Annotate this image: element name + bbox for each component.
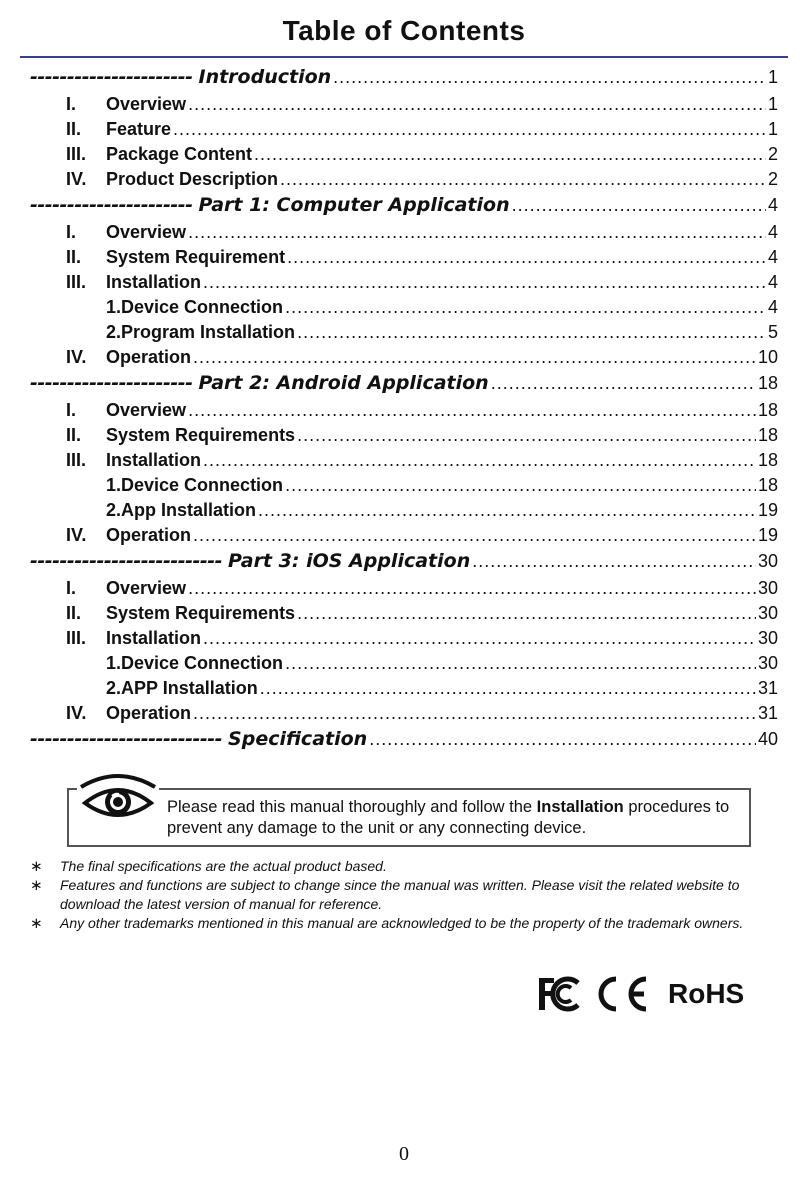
entry-label: Device Connection <box>121 653 284 673</box>
entry-label: Operation <box>106 347 192 367</box>
notice-border <box>157 788 751 790</box>
entry-number: III. <box>66 144 87 164</box>
subentry-number: 1. <box>106 297 122 317</box>
entry-number: III. <box>66 450 87 470</box>
leader-dots <box>260 678 756 699</box>
leader-dots <box>203 272 766 293</box>
page-ref: 1 <box>767 119 778 139</box>
subentry-number: 1. <box>106 653 122 673</box>
entry-number: IV. <box>66 347 87 367</box>
section-title: Part 2: Android Application <box>198 372 489 394</box>
ce-logo-icon <box>592 975 650 1013</box>
notice-border <box>67 788 77 790</box>
entry-label: Feature <box>106 119 172 139</box>
toc-entry[interactable] <box>30 247 778 272</box>
toc-entry[interactable] <box>30 578 778 603</box>
entry-number: III. <box>66 628 87 648</box>
subentry-number: 1. <box>106 475 122 495</box>
leader-dots <box>285 475 756 496</box>
leader-dots <box>203 450 756 471</box>
entry-number: II. <box>66 425 82 445</box>
page-ref: 2 <box>767 144 778 164</box>
toc-subentry[interactable] <box>30 475 778 500</box>
entry-label: System Requirements <box>106 425 296 445</box>
toc-entry[interactable] <box>30 628 778 653</box>
footnote <box>30 876 760 914</box>
rohs-label: RoHS <box>668 978 745 1009</box>
entry-number: IV. <box>66 703 87 723</box>
page-ref: 31 <box>757 678 778 698</box>
entry-label: Operation <box>106 703 192 723</box>
leader-dots <box>297 425 756 446</box>
notice-emphasis: Installation <box>536 798 624 816</box>
toc-subentry[interactable] <box>30 297 778 322</box>
page-ref: 18 <box>757 475 778 495</box>
entry-label: Installation <box>106 628 202 648</box>
section-dashes: -------------------------- <box>30 550 223 572</box>
page-ref: 30 <box>757 551 778 571</box>
leader-dots <box>287 247 766 268</box>
table-of-contents <box>30 66 778 756</box>
entry-label: Device Connection <box>121 297 284 317</box>
leader-dots <box>297 322 766 343</box>
eye-icon <box>77 771 159 821</box>
entry-label: System Requirements <box>106 603 296 623</box>
page-ref: 18 <box>757 450 778 470</box>
leader-dots <box>254 144 766 165</box>
leader-dots <box>369 729 756 750</box>
page-ref: 31 <box>757 703 778 723</box>
page-ref: 18 <box>757 373 778 393</box>
footnote-text: Any other trademarks mentioned in this manual are acknowledged to be the property of the trademark owners. <box>60 915 744 931</box>
toc-entry[interactable] <box>30 603 778 628</box>
subentry-number: 2. <box>106 678 122 698</box>
asterisk-icon: ∗ <box>30 877 43 894</box>
leader-dots <box>285 297 766 318</box>
entry-number: I. <box>66 578 77 598</box>
toc-entry[interactable] <box>30 222 778 247</box>
entry-label: Operation <box>106 525 192 545</box>
toc-entry[interactable] <box>30 450 778 475</box>
toc-entry[interactable] <box>30 119 778 144</box>
leader-dots <box>188 94 766 115</box>
entry-label: Overview <box>106 222 187 242</box>
page-ref: 2 <box>767 169 778 189</box>
page-ref: 18 <box>757 425 778 445</box>
entry-number: III. <box>66 272 87 292</box>
page-ref: 19 <box>757 525 778 545</box>
page-ref: 30 <box>757 603 778 623</box>
fc-logo-icon <box>536 975 582 1013</box>
entry-label: Program Installation <box>121 322 296 342</box>
page-ref: 4 <box>767 247 778 267</box>
page-ref: 1 <box>767 67 778 87</box>
leader-dots <box>258 500 756 521</box>
subentry-number: 2. <box>106 322 122 342</box>
toc-entry[interactable] <box>30 425 778 450</box>
subentry-number: 2. <box>106 500 122 520</box>
notice-text: procedures to prevent any damage to the unit or any connecting device. <box>167 798 730 837</box>
entry-number: II. <box>66 247 82 267</box>
entry-label: Overview <box>106 578 187 598</box>
entry-label: Installation <box>106 272 202 292</box>
entry-number: II. <box>66 603 82 623</box>
section-dashes: -------------------------- <box>30 728 223 750</box>
asterisk-icon: ∗ <box>30 858 43 875</box>
page-ref: 19 <box>757 500 778 520</box>
entry-label: System Requirement <box>106 247 286 267</box>
footnote <box>30 914 760 933</box>
page-ref: 30 <box>757 653 778 673</box>
toc-subentry[interactable] <box>30 653 778 678</box>
leader-dots <box>188 400 756 421</box>
page-number: 0 <box>399 1143 409 1165</box>
section-dashes: ---------------------- <box>30 194 193 216</box>
leader-dots <box>193 703 756 724</box>
page-ref: 1 <box>767 94 778 114</box>
toc-entry[interactable] <box>30 400 778 425</box>
footnote-text: The final specifications are the actual product based. <box>60 858 387 874</box>
leader-dots <box>285 653 756 674</box>
section-title: Specification <box>228 728 368 750</box>
toc-entry[interactable] <box>30 347 778 372</box>
page-ref: 4 <box>767 297 778 317</box>
entry-number: IV. <box>66 169 87 189</box>
toc-entry[interactable] <box>30 144 778 169</box>
certification-marks <box>536 974 744 1014</box>
section-dashes: ---------------------- <box>30 66 193 88</box>
leader-dots <box>297 603 756 624</box>
entry-label: Installation <box>106 450 202 470</box>
leader-dots <box>280 169 766 190</box>
section-title: Part 3: iOS Application <box>228 550 471 572</box>
toc-entry[interactable] <box>30 272 778 297</box>
entry-number: I. <box>66 400 77 420</box>
leader-dots <box>491 373 756 394</box>
asterisk-icon: ∗ <box>30 915 43 932</box>
entry-label: Device Connection <box>121 475 284 495</box>
entry-label: Product Description <box>106 169 279 189</box>
entry-number: I. <box>66 94 77 114</box>
entry-number: IV. <box>66 525 87 545</box>
page-ref: 30 <box>757 628 778 648</box>
toc-section-part-2[interactable] <box>30 372 778 400</box>
leader-dots <box>333 67 766 88</box>
toc-section-part-1[interactable] <box>30 194 778 222</box>
notice-text: Please read this manual thoroughly and follow the <box>167 798 537 816</box>
entry-label: App Installation <box>121 500 257 520</box>
title-divider <box>20 56 788 58</box>
leader-dots <box>193 525 756 546</box>
toc-section-introduction[interactable] <box>30 66 778 94</box>
page-title: Table of Contents <box>282 15 526 46</box>
page-ref: 10 <box>757 347 778 367</box>
toc-entry[interactable] <box>30 703 778 728</box>
section-title: Part 1: Computer Application <box>198 194 510 216</box>
page-ref: 30 <box>757 578 778 598</box>
toc-subentry[interactable] <box>30 500 778 525</box>
leader-dots <box>193 347 756 368</box>
entry-label: Package Content <box>106 144 253 164</box>
footnote-text: Features and functions are subject to change since the manual was written. Please visit the related website to download the latest version of manual for reference. <box>60 877 740 912</box>
leader-dots <box>472 551 756 572</box>
leader-dots <box>512 195 766 216</box>
entry-label: Overview <box>106 94 187 114</box>
toc-entry[interactable] <box>30 94 778 119</box>
toc-section-specification[interactable] <box>30 728 778 756</box>
toc-entry[interactable] <box>30 169 778 194</box>
section-dashes: ---------------------- <box>30 372 193 394</box>
page-ref: 4 <box>767 222 778 242</box>
toc-subentry[interactable] <box>30 322 778 347</box>
page-ref: 5 <box>767 322 778 342</box>
entry-label: APP Installation <box>121 678 258 698</box>
entry-number: I. <box>66 222 77 242</box>
entry-label: Overview <box>106 400 187 420</box>
leader-dots <box>188 578 756 599</box>
page-ref: 4 <box>767 272 778 292</box>
notice-box <box>67 789 751 847</box>
toc-section-part-3[interactable] <box>30 550 778 578</box>
page-ref: 18 <box>757 400 778 420</box>
footnotes <box>30 857 760 933</box>
leader-dots <box>173 119 766 140</box>
toc-subentry[interactable] <box>30 678 778 703</box>
notice-message <box>167 797 743 839</box>
entry-number: II. <box>66 119 82 139</box>
page-ref: 4 <box>767 195 778 215</box>
page-ref: 40 <box>757 729 778 749</box>
leader-dots <box>188 222 766 243</box>
footnote <box>30 857 760 876</box>
leader-dots <box>203 628 756 649</box>
section-title: Introduction <box>198 66 332 88</box>
toc-entry[interactable] <box>30 525 778 550</box>
